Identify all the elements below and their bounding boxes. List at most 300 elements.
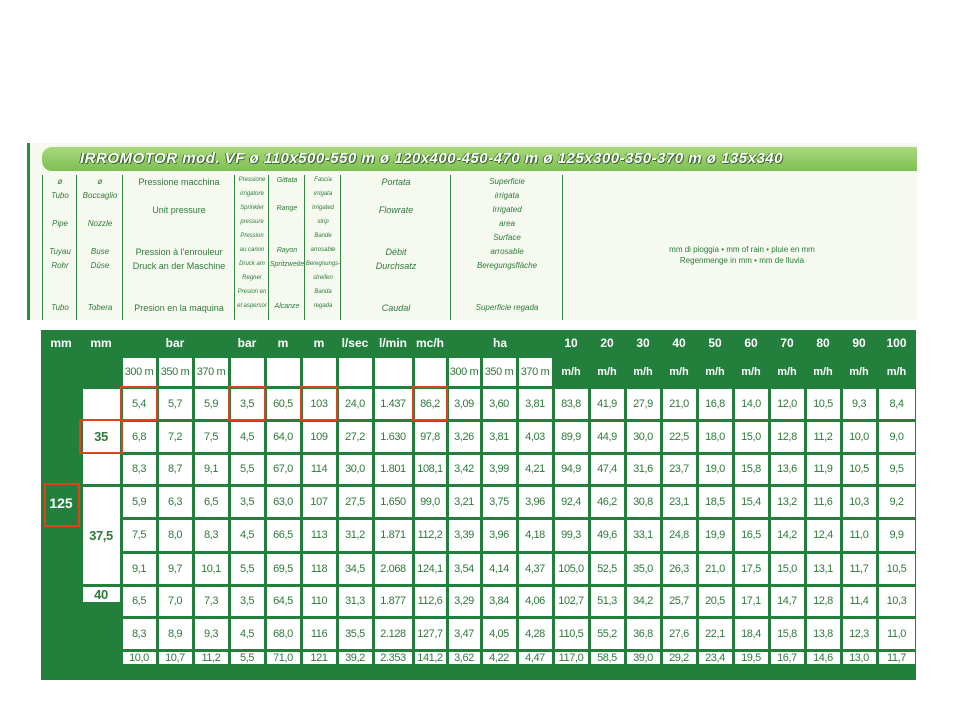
table-cell: 69,5 [267, 554, 300, 584]
table-cell: 99,0 [415, 487, 446, 517]
unit-header: mc/h [415, 336, 444, 350]
unit-header: m [277, 336, 289, 350]
table-cell: 102,7 [555, 587, 588, 616]
header-label: Rayon [276, 247, 298, 254]
table-cell: 127,7 [415, 619, 446, 649]
table-cell: 17,1 [735, 587, 768, 616]
table-cell: 3,42 [449, 455, 480, 484]
nozzle-diameter: 35 [83, 389, 120, 484]
column-unit-pressure [122, 175, 235, 320]
table-cell: 3,39 [449, 520, 480, 551]
table-cell: 12,3 [843, 619, 876, 649]
table-cell: 13,0 [843, 652, 876, 664]
column-tube [42, 175, 77, 320]
table-cell: 3,75 [483, 487, 516, 517]
table-cell: 27,2 [339, 422, 372, 452]
table-cell: 7,5 [195, 422, 228, 452]
table-cell: 51,3 [591, 587, 624, 616]
table-cell: 13,8 [807, 619, 840, 649]
header-label: Beregungsfläche [476, 261, 538, 270]
column-range [268, 175, 305, 320]
table-cell: 117,0 [555, 652, 588, 664]
table-cell: 47,4 [591, 455, 624, 484]
table-cell: 97,8 [415, 422, 446, 452]
blank-header-cell [303, 358, 336, 386]
speed-unit-header: m/h [741, 365, 761, 378]
table-cell: 3,26 [449, 422, 480, 452]
table-cell: 49,6 [591, 520, 624, 551]
table-cell: 27,5 [339, 487, 372, 517]
header-label: Banda [314, 289, 332, 295]
table-cell: 7,2 [159, 422, 192, 452]
header-label: Tuyau [49, 247, 71, 256]
table-cell: 6,8 [123, 422, 156, 452]
table-cell: 4,03 [519, 422, 552, 452]
table-cell: 14,2 [771, 520, 804, 551]
blank-header-cell [267, 358, 300, 386]
table-cell: 31,2 [339, 520, 372, 551]
table-cell: 3,29 [449, 587, 480, 616]
table-cell: 3,21 [449, 487, 480, 517]
table-cell: 33,1 [627, 520, 660, 551]
table-cell: 60,5 [267, 389, 300, 419]
table-cell: 25,7 [663, 587, 696, 616]
table-cell: 11,9 [807, 455, 840, 484]
table-cell: 16,7 [771, 652, 804, 664]
header-label: Bande [314, 233, 332, 239]
header-label: Rohr [51, 261, 69, 270]
table-cell: 1.801 [375, 455, 412, 484]
table-cell: 67,0 [267, 455, 300, 484]
table-cell: 8,4 [879, 389, 915, 419]
table-cell: 3,81 [483, 422, 516, 452]
table-cell: 13,6 [771, 455, 804, 484]
header-label: Range [276, 205, 298, 212]
rainfall-note [562, 175, 917, 320]
table-cell: 3,09 [449, 389, 480, 419]
rainfall-note-line: mm di pioggia • mm of rain • pluie en mm [669, 245, 815, 254]
blank-header-cell [231, 358, 264, 386]
table-cell: 5,9 [123, 487, 156, 517]
header-label: Durchsatz [375, 261, 417, 271]
table-cell: 3,96 [519, 487, 552, 517]
table-cell: 9,5 [879, 455, 915, 484]
table-cell: 31,3 [339, 587, 372, 616]
table-cell: 6,3 [159, 487, 192, 517]
table-cell: 35,0 [627, 554, 660, 584]
table-cell: 2.128 [375, 619, 412, 649]
table-cell: 4,28 [519, 619, 552, 649]
speed-unit-header: m/h [777, 365, 797, 378]
table-cell: 23,1 [663, 487, 696, 517]
table-cell: 15,0 [771, 554, 804, 584]
table-cell: 8,3 [195, 520, 228, 551]
table-cell: 27,9 [627, 389, 660, 419]
header-label: area [498, 219, 515, 228]
table-cell: 8,3 [123, 619, 156, 649]
table-cell: 12,8 [771, 422, 804, 452]
blank-header-cell [339, 358, 372, 386]
header-label: Düse [90, 261, 110, 270]
unit-header: l/sec [341, 336, 369, 350]
table-cell: 41,9 [591, 389, 624, 419]
table-cell: 46,2 [591, 487, 624, 517]
table-cell: 39,2 [339, 652, 372, 664]
table-cell: 141,2 [415, 652, 446, 664]
header-label: Tubo [51, 303, 69, 312]
tube-diameter: 125 [49, 495, 73, 511]
table-cell: 23,7 [663, 455, 696, 484]
speed-unit-header: m/h [561, 365, 581, 378]
table-cell: 3,47 [449, 619, 480, 649]
table-cell: 8,0 [159, 520, 192, 551]
length-header: 370 m [195, 358, 228, 386]
unit-header: 50 [708, 336, 722, 350]
header-label: Pression à l'enrouleur [135, 247, 223, 257]
table-cell: 11,7 [879, 652, 915, 664]
table-cell: 3,96 [483, 520, 516, 551]
table-cell: 3,84 [483, 587, 516, 616]
table-cell: 10,3 [879, 587, 915, 616]
table-cell: 14,6 [807, 652, 840, 664]
table-cell: 118 [303, 554, 336, 584]
table-cell: 8,3 [123, 455, 156, 484]
table-cell: 13,2 [771, 487, 804, 517]
table-cell: 2.353 [375, 652, 412, 664]
length-header: 350 m [483, 358, 516, 386]
table-cell: 7,3 [195, 587, 228, 616]
table-cell: 11,7 [843, 554, 876, 584]
table-cell: 105,0 [555, 554, 588, 584]
speed-unit-header: m/h [886, 365, 907, 378]
table-cell: 9,2 [879, 487, 915, 517]
table-cell: 63,0 [267, 487, 300, 517]
header-label: Portata [381, 177, 411, 187]
unit-header: 70 [780, 336, 794, 350]
header-label: Alcanze [274, 303, 300, 310]
table-cell: 30,8 [627, 487, 660, 517]
speed-unit-header: m/h [633, 365, 653, 378]
table-cell: 19,5 [735, 652, 768, 664]
unit-header: ha [492, 336, 507, 350]
table-cell: 52,5 [591, 554, 624, 584]
table-cell: 103 [303, 389, 336, 419]
table-cell: 22,5 [663, 422, 696, 452]
header-label: regada [313, 303, 333, 309]
table-cell: 68,0 [267, 619, 300, 649]
table-cell: 11,2 [195, 652, 228, 664]
table-cell: 24,8 [663, 520, 696, 551]
column-flowrate [340, 175, 451, 320]
table-cell: 3,54 [449, 554, 480, 584]
table-cell: 9,1 [123, 554, 156, 584]
table-cell: 5,5 [231, 455, 264, 484]
unit-header: l/min [378, 336, 407, 350]
table-cell: 116 [303, 619, 336, 649]
table-cell: 15,0 [735, 422, 768, 452]
table-cell: 113 [303, 520, 336, 551]
table-cell: 66,5 [267, 520, 300, 551]
unit-header: bar [237, 336, 257, 350]
unit-header: mm [90, 336, 112, 350]
table-cell: 2.068 [375, 554, 412, 584]
table-cell: 71,0 [267, 652, 300, 664]
table-cell: 14,0 [735, 389, 768, 419]
table-cell: 35,5 [339, 619, 372, 649]
table-cell: 44,9 [591, 422, 624, 452]
header-label: Superficie regada [475, 303, 539, 312]
table-cell: 10,1 [195, 554, 228, 584]
table-cell: 15,8 [735, 455, 768, 484]
header-label: streifen [313, 275, 333, 281]
speed-unit-header: m/h [705, 365, 725, 378]
table-cell: 121 [303, 652, 336, 664]
unit-header: bar [165, 336, 185, 350]
header-label: irrigata [313, 191, 333, 197]
table-cell: 64,5 [267, 587, 300, 616]
table-cell: 4,5 [231, 422, 264, 452]
table-cell: 31,6 [627, 455, 660, 484]
table-cell: 89,9 [555, 422, 588, 452]
header-label: Presion en la maquina [134, 303, 224, 313]
header-label: Unit pressure [152, 205, 206, 215]
header-label: Pression [240, 233, 264, 239]
table-cell: 3,81 [519, 389, 552, 419]
table-cell: 14,7 [771, 587, 804, 616]
header-strip [27, 143, 917, 320]
table-cell: 3,62 [449, 652, 480, 664]
header-label: irrigatore [240, 191, 264, 197]
table-cell: 10,0 [843, 422, 876, 452]
performance-table [41, 330, 916, 680]
table-cell: 4,05 [483, 619, 516, 649]
table-cell: 5,4 [123, 389, 156, 419]
table-cell: 10,5 [807, 389, 840, 419]
header-label: Débit [385, 247, 407, 257]
column-irrigated-area [450, 175, 563, 320]
table-cell: 1.650 [375, 487, 412, 517]
table-cell: 10,5 [879, 554, 915, 584]
table-cell: 26,3 [663, 554, 696, 584]
table-cell: 4,18 [519, 520, 552, 551]
table-cell: 15,4 [735, 487, 768, 517]
unit-header: 90 [852, 336, 866, 350]
table-cell: 10,0 [123, 652, 156, 664]
table-cell: 12,4 [807, 520, 840, 551]
table-cell: 109 [303, 422, 336, 452]
header-label: Pipe [51, 219, 68, 228]
table-cell: 11,0 [843, 520, 876, 551]
table-cell: 34,2 [627, 587, 660, 616]
table-cell: 12,0 [771, 389, 804, 419]
table-cell: 10,3 [843, 487, 876, 517]
unit-header: m [313, 336, 325, 350]
header-label: Boccaglio [82, 191, 118, 200]
table-cell: 4,06 [519, 587, 552, 616]
table-cell: 92,4 [555, 487, 588, 517]
table-cell: 114 [303, 455, 336, 484]
table-cell: 9,9 [879, 520, 915, 551]
unit-header: 30 [636, 336, 650, 350]
header-label: au canon [239, 247, 265, 253]
table-cell: 4,22 [483, 652, 516, 664]
header-label: Nozzle [87, 219, 113, 228]
header-label: strip [317, 219, 329, 225]
table-cell: 99,3 [555, 520, 588, 551]
table-cell: 83,8 [555, 389, 588, 419]
table-cell: 9,7 [159, 554, 192, 584]
table-cell: 11,2 [807, 422, 840, 452]
header-label: Tubo [51, 191, 69, 200]
table-cell: 4,47 [519, 652, 552, 664]
table-cell: 18,5 [699, 487, 732, 517]
table-cell: 34,5 [339, 554, 372, 584]
table-cell: 110 [303, 587, 336, 616]
table-cell: 112,6 [415, 587, 446, 616]
table-cell: 5,7 [159, 389, 192, 419]
table-cell: 10,7 [159, 652, 192, 664]
table-cell: 1.877 [375, 587, 412, 616]
table-cell: 55,2 [591, 619, 624, 649]
table-cell: 3,5 [231, 487, 264, 517]
table-cell: 4,14 [483, 554, 516, 584]
rainfall-note-line: Regenmenge in mm • mm de lluvia [679, 256, 805, 265]
header-label: Caudal [381, 303, 411, 313]
table-cell: 11,4 [843, 587, 876, 616]
table-cell: 36,8 [627, 619, 660, 649]
header-label: Sprinkler [240, 205, 264, 211]
header-label: arrosable [310, 247, 336, 253]
header-label: Gittata [276, 177, 298, 184]
table-cell: 4,21 [519, 455, 552, 484]
table-cell: 86,2 [415, 389, 446, 419]
table-cell: 7,5 [123, 520, 156, 551]
unit-header: 60 [744, 336, 758, 350]
table-cell: 4,5 [231, 619, 264, 649]
table-cell: 8,9 [159, 619, 192, 649]
speed-unit-header: m/h [849, 365, 869, 378]
header-label: Druck am [239, 261, 265, 267]
title-bar [42, 147, 917, 171]
header-label: Superficie [489, 177, 525, 186]
header-label: Pressione macchina [138, 177, 220, 187]
table-cell: 9,1 [195, 455, 228, 484]
table-cell: 110,5 [555, 619, 588, 649]
unit-header: 20 [600, 336, 614, 350]
table-cell: 17,5 [735, 554, 768, 584]
table-cell: 7,0 [159, 587, 192, 616]
nozzle-diameter: 37,5 [83, 487, 120, 584]
table-cell: 11,0 [879, 619, 915, 649]
column-sprinkler-pressure [234, 175, 269, 320]
table-cell: 16,8 [699, 389, 732, 419]
table-cell: 21,0 [663, 389, 696, 419]
header-label: Flowrate [378, 205, 414, 215]
header-label: Pressione [238, 177, 266, 183]
table-cell: 1.630 [375, 422, 412, 452]
table-cell: 1.437 [375, 389, 412, 419]
header-label: Presion en [237, 289, 267, 295]
column-nozzle [76, 175, 123, 320]
table-cell: 58,5 [591, 652, 624, 664]
table-cell: 24,0 [339, 389, 372, 419]
header-label: ø [57, 177, 63, 186]
model-title: IRROMOTOR mod. VF ø 110x500-550 m ø 120x400-450-470 m ø 125x300-350-370 m ø 135x340 [80, 150, 783, 167]
header-label: arrosable [490, 247, 524, 256]
table-cell: 9,0 [879, 422, 915, 452]
table-cell: 6,5 [123, 587, 156, 616]
unit-header: 10 [564, 336, 578, 350]
header-label: el aspersor [237, 303, 267, 309]
table-cell: 19,0 [699, 455, 732, 484]
table-cell: 4,5 [231, 520, 264, 551]
table-cell: 15,8 [771, 619, 804, 649]
table-cell: 11,6 [807, 487, 840, 517]
table-cell: 3,5 [231, 587, 264, 616]
header-label: Tobera [87, 303, 113, 312]
table-cell: 18,4 [735, 619, 768, 649]
table-cell: 5,9 [195, 389, 228, 419]
table-cell: 107 [303, 487, 336, 517]
table-cell: 30,0 [627, 422, 660, 452]
speed-unit-header: m/h [813, 365, 833, 378]
header-label: Irrigated [492, 205, 522, 214]
table-cell: 94,9 [555, 455, 588, 484]
length-header: 370 m [519, 358, 552, 386]
unit-header: mm [50, 336, 72, 350]
table-cell: 21,0 [699, 554, 732, 584]
table-cell: 64,0 [267, 422, 300, 452]
table-cell: 1.871 [375, 520, 412, 551]
unit-header: 40 [672, 336, 686, 350]
table-cell: 9,3 [843, 389, 876, 419]
length-header: 300 m [123, 358, 156, 386]
unit-header: 100 [886, 336, 907, 350]
header-label: Irrigated [311, 205, 334, 211]
table-cell: 13,1 [807, 554, 840, 584]
header-label: Buse [90, 247, 110, 256]
table-cell: 20,5 [699, 587, 732, 616]
table-cell: 3,99 [483, 455, 516, 484]
header-label: Surface [493, 233, 521, 242]
header-label: irrigata [494, 191, 520, 200]
length-header: 300 m [449, 358, 480, 386]
header-label: Druck an der Maschine [132, 261, 226, 271]
table-cell: 8,7 [159, 455, 192, 484]
table-cell: 9,3 [195, 619, 228, 649]
table-cell: 5,5 [231, 652, 264, 664]
table-cell: 3,60 [483, 389, 516, 419]
table-cell: 16,5 [735, 520, 768, 551]
table-cell: 124,1 [415, 554, 446, 584]
table-cell: 4,37 [519, 554, 552, 584]
speed-unit-header: m/h [597, 365, 617, 378]
header-label: pressure [240, 219, 264, 225]
blank-header-cell [415, 358, 446, 386]
table-cell: 27,6 [663, 619, 696, 649]
table-cell: 108,1 [415, 455, 446, 484]
column-irrigated-strip [304, 175, 341, 320]
table-cell: 22,1 [699, 619, 732, 649]
nozzle-diameter: 40 [83, 587, 120, 602]
table-cell: 39,0 [627, 652, 660, 664]
table-cell: 29,2 [663, 652, 696, 664]
table-cell: 3,5 [231, 389, 264, 419]
header-label: Beregnungs- [305, 261, 341, 267]
header-label: ø [97, 177, 103, 186]
unit-header: 80 [816, 336, 830, 350]
table-cell: 18,0 [699, 422, 732, 452]
